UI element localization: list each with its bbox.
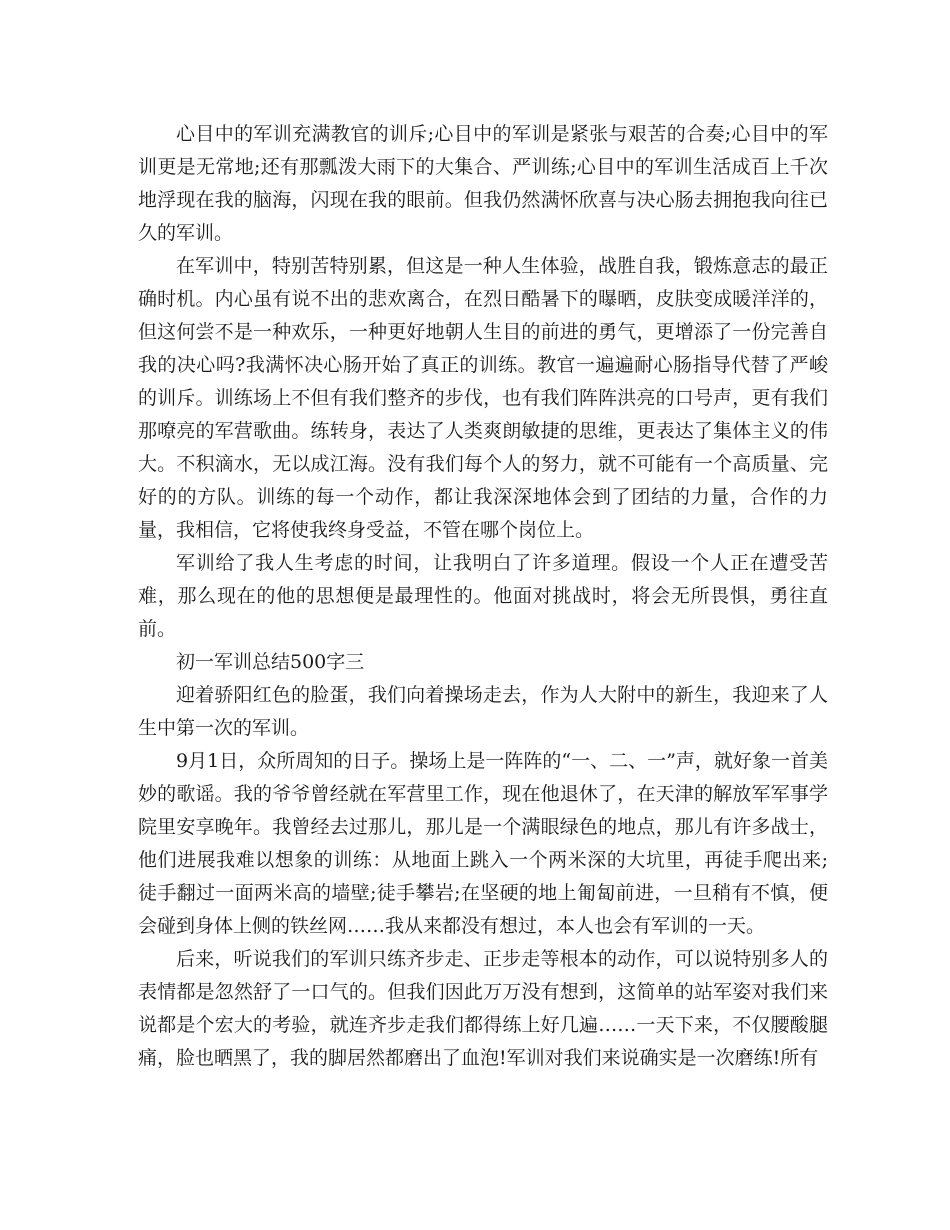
paragraph-3: 军训给了我人生考虑的时间，让我明白了许多道理。假设一个人正在遭受苦难，那么现在的他的思想便是最理性的。他面对挑战时，将会无所畏惧，勇往直前。 — [138, 552, 828, 640]
paragraph-5: 9月1日，众所周知的日子。操场上是一阵阵的“一、二、一”声，就好象一首美妙的歌谣。我的爷爷曾经就在军营里工作，现在他退休了，在天津的解放军军事学院里安享晚年。我曾经去过那儿，那儿是一个满眼绿色的地点，那儿有许多战士，他们进展我难以想象的训练：从地面上跳入一个两米深的大坑里，再徒手爬出来;徒手翻过一面两米高的墙壁;徒手攀岩;在坚硬的地上匍匐前进，一旦稍有不慎，便会碰到身体上侧的铁丝网……我从来都没有想过，本人也会有军训的一天。 — [138, 750, 828, 937]
section-heading: 初一军训总结500字三 — [176, 651, 365, 673]
paragraph-2: 在军训中，特别苦特别累，但这是一种人生体验，战胜自我，锻炼意志的最正确时机。内心虽有说不出的悲欢离合，在烈日酷暑下的曝晒，皮肤变成暖洋洋的，但这何尝不是一种欢乐，一种更好地朝人生目的前进的勇气，更增添了一份完善自我的决心吗?我满怀决心肠开始了真正的训练。教官一遍遍耐心肠指导代替了严峻的训斥。训练场上不但有我们整齐的步伐，也有我们阵阵洪亮的口号声，更有我们那嘹亮的军营歌曲。练转身，表达了人类爽朗敏捷的思维，更表达了集体主义的伟大。不积滴水，无以成江海。没有我们每个人的努力，就不可能有一个高质量、完好的的方队。训练的每一个动作，都让我深深地体会到了团结的力量，合作的力量，我相信，它将使我终身受益，不管在哪个岗位上。 — [138, 255, 828, 541]
paragraph-1: 心目中的军训充满教官的训斥;心目中的军训是紧张与艰苦的合奏;心目中的军训更是无常地;还有那瓢泼大雨下的大集合、严训练;心目中的军训生活成百上千次地浮现在我的脑海，闪现在我的眼前。但我仍然满怀欣喜与决心肠去拥抱我向往已久的军训。 — [138, 123, 828, 244]
paragraph-6: 后来，听说我们的军训只练齐步走、正步走等根本的动作，可以说特别多人的表情都是忽然舒了一口气的。但我们因此万万没有想到，这简单的站军姿对我们来说都是个宏大的考验，就连齐步走我们都得练上好几遍……一天下来，不仅腰酸腿痛，脸也晒黑了，我的脚居然都磨出了血泡!军训对我们来说确实是一次磨练!所有 — [138, 948, 828, 1069]
paragraph-4: 迎着骄阳红色的脸蛋，我们向着操场走去，作为人大附中的新生，我迎来了人生中第一次的军训。 — [138, 684, 828, 739]
document-body — [138, 118, 828, 1075]
